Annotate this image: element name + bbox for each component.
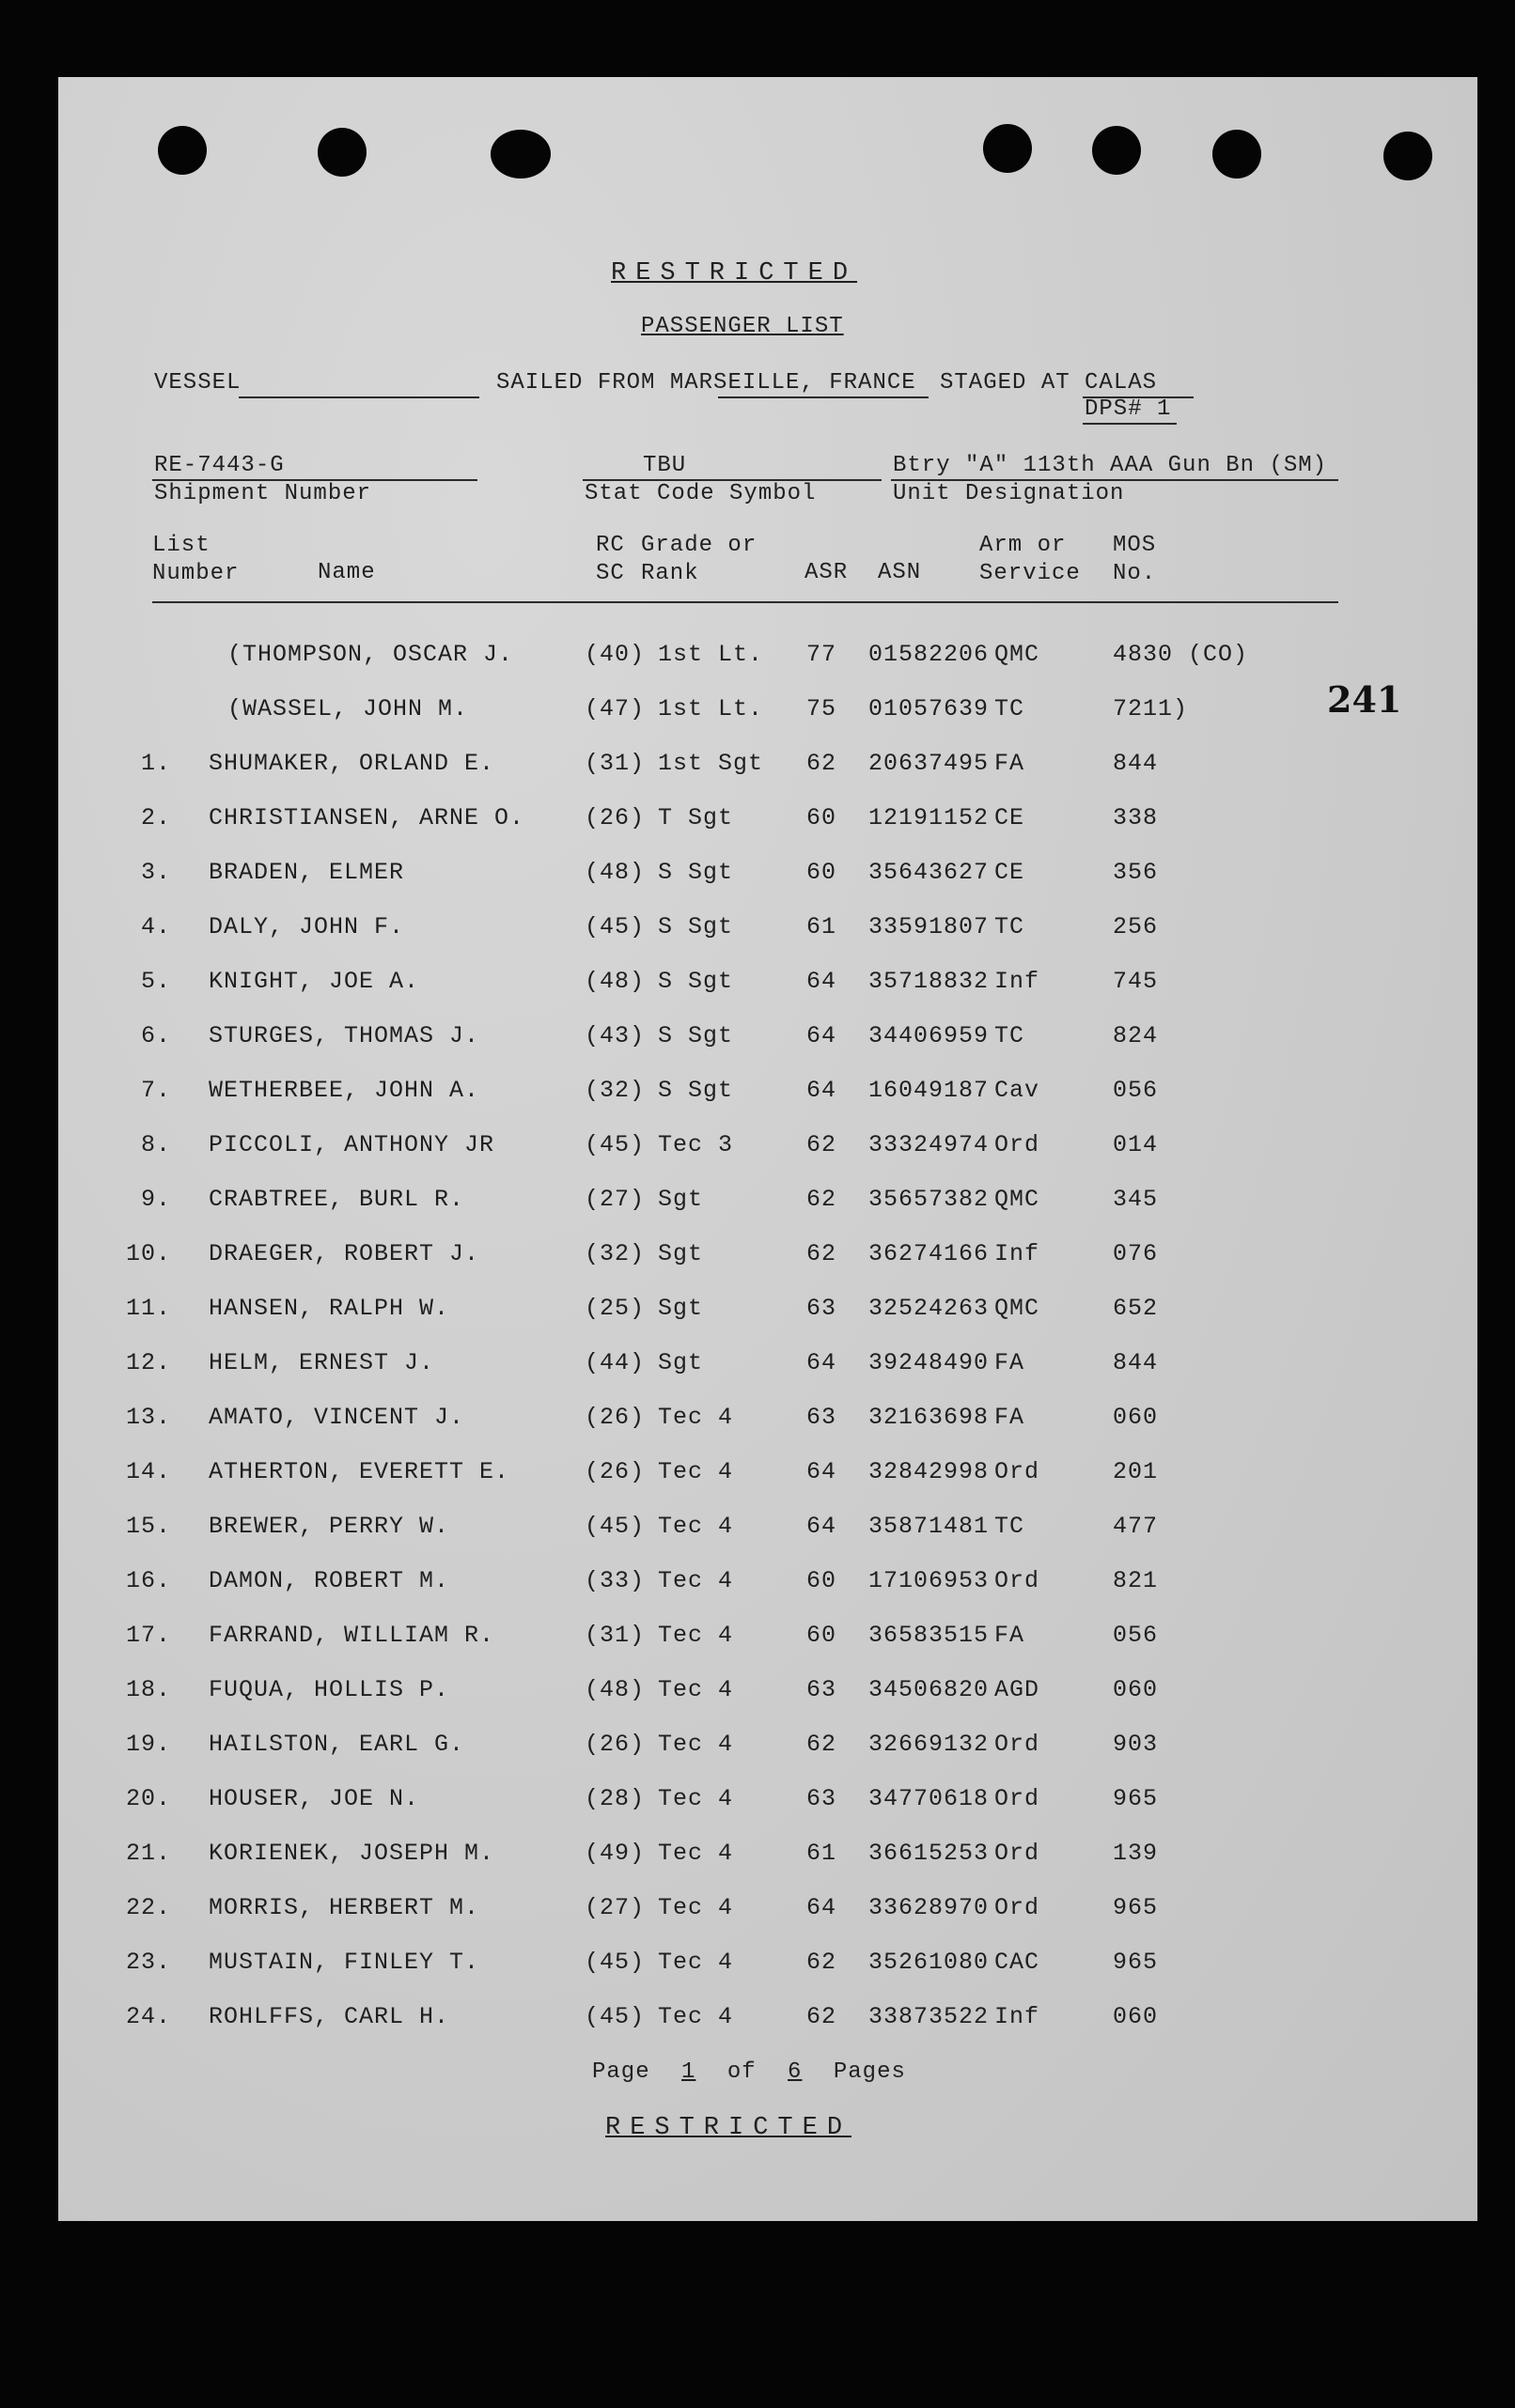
row-arm-service: CE (994, 804, 1025, 831)
row-grade: Tec 4 (658, 1513, 734, 1540)
row-arm-service: CE (994, 859, 1025, 886)
officer-row (58, 695, 1477, 750)
row-asr: 60 (806, 804, 837, 831)
row-mos: 652 (1113, 1295, 1159, 1322)
row-asr: 62 (806, 1131, 837, 1158)
row-asn: 34506820 (868, 1676, 990, 1703)
row-mos: 060 (1113, 1404, 1159, 1431)
row-number: 18. (125, 1676, 171, 1703)
pages-word: Pages (833, 2059, 906, 2085)
table-row (58, 1785, 1477, 1840)
row-rc-sc: (31) (585, 750, 646, 777)
page-word: Page (592, 2059, 650, 2085)
row-rc-sc: (26) (585, 804, 646, 831)
row-number: 16. (125, 1567, 171, 1594)
row-rc-sc: (43) (585, 1022, 646, 1049)
col-grade: Grade or Rank (641, 533, 758, 586)
row-arm-service: Ord (994, 1785, 1040, 1812)
row-asn: 17106953 (868, 1567, 990, 1594)
punch-hole (158, 126, 207, 175)
row-rc-sc: (26) (585, 1731, 646, 1758)
document-title: PASSENGER LIST (641, 314, 844, 339)
row-grade: Sgt (658, 1186, 704, 1213)
unit-designation: Btry "A" 113th AAA Gun Bn (SM) (893, 453, 1328, 478)
row-grade: Tec 4 (658, 1622, 734, 1649)
row-mos: 821 (1113, 1567, 1159, 1594)
row-number: 12. (125, 1349, 171, 1376)
row-asr: 63 (806, 1295, 837, 1322)
row-asr: 63 (806, 1785, 837, 1812)
table-row (58, 1131, 1477, 1186)
row-mos: 844 (1113, 750, 1159, 777)
row-mos: 256 (1113, 913, 1159, 940)
of-word: of (726, 2059, 757, 2085)
row-rc-sc: (49) (585, 1840, 646, 1867)
table-row (58, 750, 1477, 804)
row-arm-service: TC (994, 1022, 1025, 1049)
row-rc-sc: (48) (585, 859, 646, 886)
row-number: 7. (140, 1077, 171, 1104)
row-mos: 477 (1113, 1513, 1159, 1540)
officer-row (58, 641, 1477, 695)
row-arm-service: Ord (994, 1458, 1040, 1485)
row-name: WETHERBEE, JOHN A. (209, 1077, 480, 1104)
col-mos: MOS No. (1113, 533, 1157, 586)
table-row (58, 1349, 1477, 1404)
row-rc-sc: (32) (585, 1077, 646, 1104)
row-grade: 1st Sgt (658, 750, 764, 777)
row-asn: 32669132 (868, 1731, 990, 1758)
classification-header: RESTRICTED (611, 259, 858, 287)
row-mos: 060 (1113, 2003, 1159, 2030)
row-grade: Tec 3 (658, 1131, 734, 1158)
row-asr: 63 (806, 1404, 837, 1431)
row-mos: 844 (1113, 1349, 1159, 1376)
row-rc-sc: (47) (585, 695, 646, 722)
table-row (58, 1949, 1477, 2003)
row-asn: 33324974 (868, 1131, 990, 1158)
table-row (58, 1022, 1477, 1077)
row-rc-sc: (48) (585, 968, 646, 995)
row-number: 10. (125, 1240, 171, 1267)
row-grade: Sgt (658, 1240, 704, 1267)
row-name: FARRAND, WILLIAM R. (209, 1622, 495, 1649)
row-rc-sc: (28) (585, 1785, 646, 1812)
row-grade: Sgt (658, 1349, 704, 1376)
row-arm-service: Inf (994, 1240, 1040, 1267)
row-mos: 903 (1113, 1731, 1159, 1758)
row-name: KORIENEK, JOSEPH M. (209, 1840, 495, 1867)
staged-at: STAGED AT CALAS (940, 370, 1158, 396)
row-asn: 36583515 (868, 1622, 990, 1649)
header-rule (152, 601, 1338, 603)
row-grade: Tec 4 (658, 1567, 734, 1594)
row-asr: 62 (806, 1186, 837, 1213)
row-mos: 201 (1113, 1458, 1159, 1485)
row-asn: 34770618 (868, 1785, 990, 1812)
row-name: CHRISTIANSEN, ARNE O. (209, 804, 525, 831)
row-number: 20. (125, 1785, 171, 1812)
row-name: DAMON, ROBERT M. (209, 1567, 450, 1594)
stamped-number: 241 (1327, 678, 1402, 721)
row-arm-service: FA (994, 1622, 1025, 1649)
document-page (58, 77, 1477, 2221)
row-asr: 64 (806, 968, 837, 995)
table-row (58, 968, 1477, 1022)
row-arm-service: TC (994, 1513, 1025, 1540)
row-arm-service: QMC (994, 641, 1040, 668)
row-rc-sc: (26) (585, 1458, 646, 1485)
col-asr: ASR (804, 560, 849, 585)
row-asn: 16049187 (868, 1077, 990, 1104)
stat-code: TBU (643, 453, 687, 478)
row-rc-sc: (27) (585, 1894, 646, 1921)
row-number: 24. (125, 2003, 171, 2030)
row-rc-sc: (31) (585, 1622, 646, 1649)
sailed-from: SAILED FROM MARSEILLE, FRANCE (496, 370, 916, 396)
row-rc-sc: (45) (585, 1513, 646, 1540)
row-number: 6. (140, 1022, 171, 1049)
row-mos: 060 (1113, 1676, 1159, 1703)
row-grade: Tec 4 (658, 2003, 734, 2030)
classification-footer: RESTRICTED (605, 2114, 852, 2142)
row-mos: 056 (1113, 1077, 1159, 1104)
table-row (58, 1676, 1477, 1731)
page-total: 6 (788, 2059, 803, 2085)
row-grade: Tec 4 (658, 1840, 734, 1867)
row-grade: Tec 4 (658, 1458, 734, 1485)
unit-designation-label: Unit Designation (893, 481, 1125, 506)
table-row (58, 1513, 1477, 1567)
dps-underline (1083, 423, 1177, 425)
row-asn: 39248490 (868, 1349, 990, 1376)
row-asr: 60 (806, 1567, 837, 1594)
row-arm-service: Ord (994, 1894, 1040, 1921)
row-arm-service: Inf (994, 968, 1040, 995)
row-rc-sc: (48) (585, 1676, 646, 1703)
row-name: CRABTREE, BURL R. (209, 1186, 465, 1213)
row-name: MUSTAIN, FINLEY T. (209, 1949, 480, 1976)
row-asr: 64 (806, 1894, 837, 1921)
row-asr: 62 (806, 1949, 837, 1976)
row-grade: Tec 4 (658, 1894, 734, 1921)
row-rc-sc: (25) (585, 1295, 646, 1322)
row-name: (WASSEL, JOHN M. (227, 695, 469, 722)
row-grade: Tec 4 (658, 1404, 734, 1431)
row-number: 21. (125, 1840, 171, 1867)
row-asr: 60 (806, 859, 837, 886)
row-number: 8. (140, 1131, 171, 1158)
row-grade: S Sgt (658, 968, 734, 995)
row-name: DRAEGER, ROBERT J. (209, 1240, 480, 1267)
row-asr: 64 (806, 1022, 837, 1049)
row-asn: 20637495 (868, 750, 990, 777)
row-arm-service: Ord (994, 1567, 1040, 1594)
col-arm-service: Arm or Service (979, 533, 1081, 586)
row-name: SHUMAKER, ORLAND E. (209, 750, 495, 777)
table-row (58, 1295, 1477, 1349)
vessel-blank-line (239, 396, 479, 398)
punch-hole (491, 130, 551, 179)
row-grade: Tec 4 (658, 1676, 734, 1703)
row-mos: 824 (1113, 1022, 1159, 1049)
row-asn: 35261080 (868, 1949, 990, 1976)
row-asn: 36615253 (868, 1840, 990, 1867)
table-row (58, 1186, 1477, 1240)
row-name: MORRIS, HERBERT M. (209, 1894, 480, 1921)
vessel-label: VESSEL (154, 370, 242, 396)
row-number: 11. (125, 1295, 171, 1322)
table-row (58, 1240, 1477, 1295)
row-asr: 77 (806, 641, 837, 668)
row-name: ROHLFFS, CARL H. (209, 2003, 450, 2030)
table-row (58, 1077, 1477, 1131)
row-arm-service: FA (994, 1349, 1025, 1376)
page-indicator (592, 2059, 906, 2085)
row-grade: S Sgt (658, 1077, 734, 1104)
row-mos: 076 (1113, 1240, 1159, 1267)
row-name: PICCOLI, ANTHONY JR (209, 1131, 495, 1158)
row-mos: 7211) (1113, 695, 1189, 722)
row-rc-sc: (45) (585, 1131, 646, 1158)
row-rc-sc: (26) (585, 1404, 646, 1431)
row-grade: S Sgt (658, 859, 734, 886)
row-number: 19. (125, 1731, 171, 1758)
row-asn: 33591807 (868, 913, 990, 940)
row-arm-service: QMC (994, 1186, 1040, 1213)
sailed-underline (718, 396, 929, 398)
row-arm-service: Inf (994, 2003, 1040, 2030)
row-arm-service: Cav (994, 1077, 1040, 1104)
row-grade: 1st Lt. (658, 695, 764, 722)
row-asn: 35643627 (868, 859, 990, 886)
punch-hole (1092, 126, 1141, 175)
row-mos: 4830 (CO) (1113, 641, 1249, 668)
row-name: (THOMPSON, OSCAR J. (227, 641, 514, 668)
row-asn: 32163698 (868, 1404, 990, 1431)
row-rc-sc: (27) (585, 1186, 646, 1213)
table-row (58, 1840, 1477, 1894)
row-asn: 34406959 (868, 1022, 990, 1049)
row-name: HELM, ERNEST J. (209, 1349, 435, 1376)
row-name: AMATO, VINCENT J. (209, 1404, 465, 1431)
row-rc-sc: (44) (585, 1349, 646, 1376)
punch-hole (983, 124, 1032, 173)
row-number: 13. (125, 1404, 171, 1431)
row-name: HOUSER, JOE N. (209, 1785, 420, 1812)
row-name: ATHERTON, EVERETT E. (209, 1458, 510, 1485)
row-number: 23. (125, 1949, 171, 1976)
row-asn: 35657382 (868, 1186, 990, 1213)
row-asr: 60 (806, 1622, 837, 1649)
row-name: BRADEN, ELMER (209, 859, 405, 886)
table-row (58, 1458, 1477, 1513)
row-grade: 1st Lt. (658, 641, 764, 668)
shipment-number-label: Shipment Number (154, 481, 372, 506)
col-list-number: List Number (152, 533, 240, 586)
row-asn: 35871481 (868, 1513, 990, 1540)
row-rc-sc: (32) (585, 1240, 646, 1267)
row-asn: 01057639 (868, 695, 990, 722)
row-asr: 63 (806, 1676, 837, 1703)
row-number: 9. (140, 1186, 171, 1213)
row-asn: 01582206 (868, 641, 990, 668)
row-grade: Tec 4 (658, 1785, 734, 1812)
row-asn: 35718832 (868, 968, 990, 995)
row-name: HAILSTON, EARL G. (209, 1731, 465, 1758)
punch-hole (1212, 130, 1261, 179)
row-asr: 64 (806, 1458, 837, 1485)
row-number: 17. (125, 1622, 171, 1649)
row-grade: T Sgt (658, 804, 734, 831)
row-mos: 965 (1113, 1949, 1159, 1976)
row-grade: S Sgt (658, 1022, 734, 1049)
row-asr: 62 (806, 1731, 837, 1758)
row-arm-service: Ord (994, 1131, 1040, 1158)
row-number: 2. (140, 804, 171, 831)
row-number: 14. (125, 1458, 171, 1485)
row-asr: 61 (806, 1840, 837, 1867)
row-rc-sc: (33) (585, 1567, 646, 1594)
row-mos: 965 (1113, 1785, 1159, 1812)
row-asr: 75 (806, 695, 837, 722)
row-rc-sc: (40) (585, 641, 646, 668)
stat-code-label: Stat Code Symbol (585, 481, 817, 506)
row-asn: 33628970 (868, 1894, 990, 1921)
row-mos: 338 (1113, 804, 1159, 831)
col-asn: ASN (878, 560, 922, 585)
row-name: BREWER, PERRY W. (209, 1513, 450, 1540)
row-mos: 345 (1113, 1186, 1159, 1213)
row-arm-service: Ord (994, 1840, 1040, 1867)
row-grade: Tec 4 (658, 1731, 734, 1758)
row-arm-service: TC (994, 695, 1025, 722)
row-name: KNIGHT, JOE A. (209, 968, 420, 995)
table-row (58, 1567, 1477, 1622)
row-asn: 36274166 (868, 1240, 990, 1267)
row-name: FUQUA, HOLLIS P. (209, 1676, 450, 1703)
row-grade: Tec 4 (658, 1949, 734, 1976)
row-mos: 139 (1113, 1840, 1159, 1867)
row-name: STURGES, THOMAS J. (209, 1022, 480, 1049)
row-number: 1. (140, 750, 171, 777)
table-row (58, 859, 1477, 913)
row-asn: 33873522 (868, 2003, 990, 2030)
row-arm-service: CAC (994, 1949, 1040, 1976)
table-row (58, 1894, 1477, 1949)
row-mos: 745 (1113, 968, 1159, 995)
row-number: 22. (125, 1894, 171, 1921)
row-number: 15. (125, 1513, 171, 1540)
row-rc-sc: (45) (585, 1949, 646, 1976)
row-asr: 61 (806, 913, 837, 940)
row-name: HANSEN, RALPH W. (209, 1295, 450, 1322)
row-asr: 62 (806, 1240, 837, 1267)
row-asn: 32842998 (868, 1458, 990, 1485)
table-row (58, 1731, 1477, 1785)
row-asr: 64 (806, 1513, 837, 1540)
row-arm-service: Ord (994, 1731, 1040, 1758)
row-number: 3. (140, 859, 171, 886)
row-mos: 014 (1113, 1131, 1159, 1158)
row-grade: Sgt (658, 1295, 704, 1322)
table-row (58, 804, 1477, 859)
table-row (58, 1622, 1477, 1676)
col-rc-sc: RC SC (596, 533, 625, 586)
shipment-number: RE-7443-G (154, 453, 285, 478)
row-asn: 12191152 (868, 804, 990, 831)
row-number: 4. (140, 913, 171, 940)
col-name: Name (318, 560, 376, 585)
row-mos: 356 (1113, 859, 1159, 886)
row-arm-service: FA (994, 1404, 1025, 1431)
table-row (58, 1404, 1477, 1458)
dps-number: DPS# 1 (1085, 396, 1172, 422)
row-grade: S Sgt (658, 913, 734, 940)
row-asn: 32524263 (868, 1295, 990, 1322)
row-arm-service: QMC (994, 1295, 1040, 1322)
punch-hole (318, 128, 367, 177)
row-rc-sc: (45) (585, 2003, 646, 2030)
punch-hole (1383, 132, 1432, 180)
row-asr: 64 (806, 1349, 837, 1376)
row-arm-service: TC (994, 913, 1025, 940)
row-mos: 056 (1113, 1622, 1159, 1649)
row-number: 5. (140, 968, 171, 995)
row-asr: 62 (806, 2003, 837, 2030)
row-name: DALY, JOHN F. (209, 913, 405, 940)
page-number: 1 (681, 2059, 696, 2085)
row-arm-service: FA (994, 750, 1025, 777)
row-arm-service: AGD (994, 1676, 1040, 1703)
row-rc-sc: (45) (585, 913, 646, 940)
row-asr: 62 (806, 750, 837, 777)
row-asr: 64 (806, 1077, 837, 1104)
row-mos: 965 (1113, 1894, 1159, 1921)
table-row (58, 2003, 1477, 2058)
table-row (58, 913, 1477, 968)
